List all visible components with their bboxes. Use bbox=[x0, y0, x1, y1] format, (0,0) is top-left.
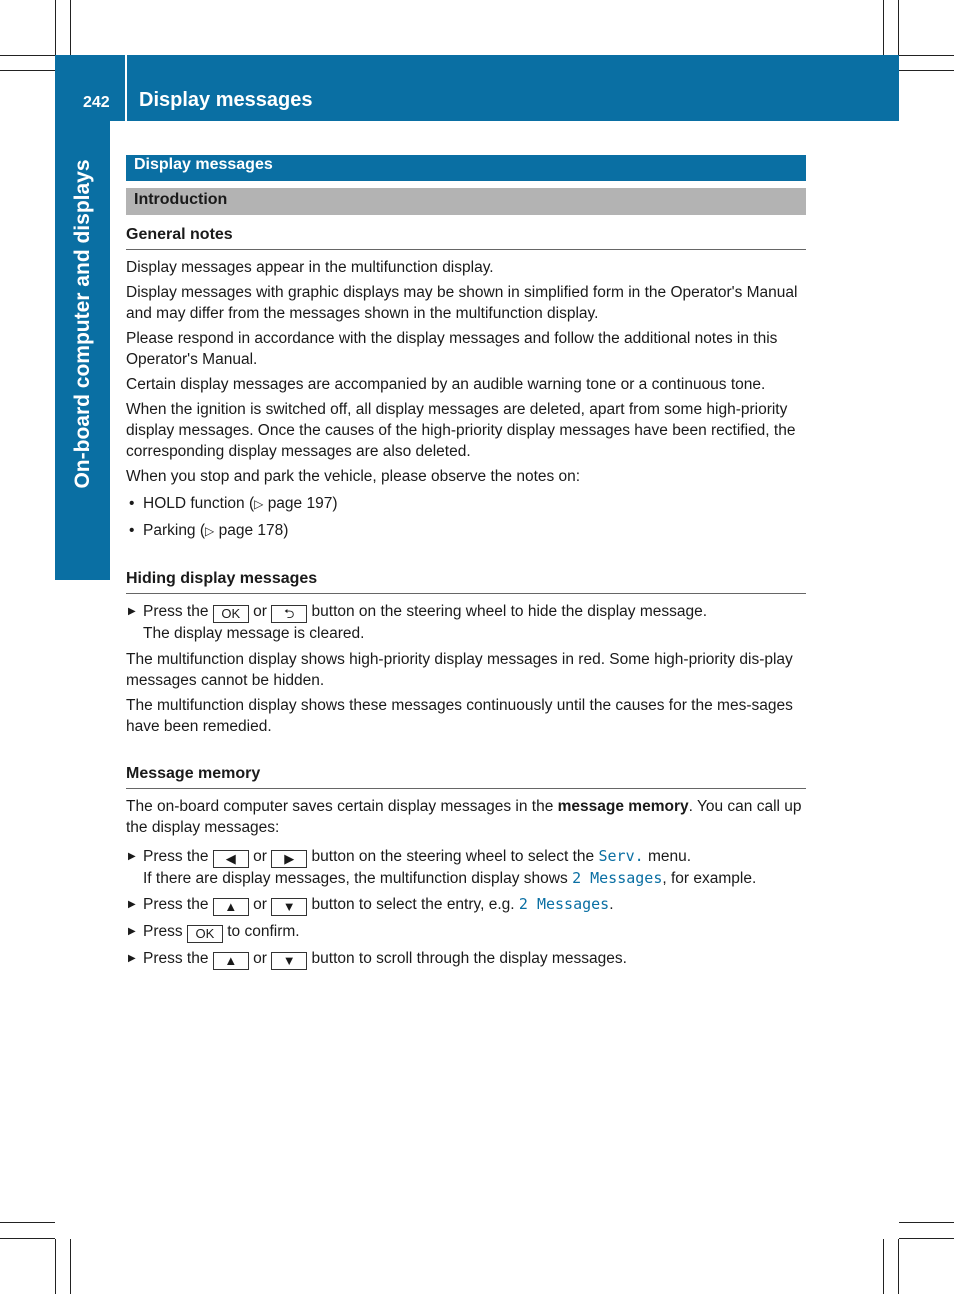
side-tab-label: On-board computer and displays bbox=[70, 158, 94, 489]
paragraph: When you stop and park the vehicle, please observe the notes on: bbox=[126, 468, 581, 485]
step-arrow-icon: ▶ bbox=[128, 926, 136, 937]
side-tab-label-wrap bbox=[55, 121, 110, 526]
step-text: Press the bbox=[143, 950, 209, 967]
page-number: 242 bbox=[83, 94, 110, 111]
intro-text: The on-board computer saves certain display messages in the bbox=[126, 798, 558, 815]
crop-mark bbox=[899, 1222, 954, 1223]
step-text: Press the bbox=[143, 603, 209, 620]
crop-mark bbox=[899, 55, 954, 56]
step-arrow-icon: ▶ bbox=[128, 851, 136, 862]
paragraph: When the ignition is switched off, all display messages are deleted, apart from some high-priority display messages. Once the causes of the high-priority display messages have been rectified, the corresponding display messages are also deleted. bbox=[126, 401, 796, 460]
crop-mark bbox=[55, 1239, 56, 1294]
list-item bbox=[126, 493, 806, 515]
instruction-step bbox=[126, 921, 806, 943]
page-ref-arrow-icon: ▷ bbox=[254, 497, 264, 511]
page-ref-link[interactable]: page 178) bbox=[218, 522, 289, 539]
right-key-icon: ▶ bbox=[271, 850, 307, 868]
step-text: menu. bbox=[647, 848, 692, 865]
step-text: or bbox=[253, 603, 267, 620]
step-text: Press the bbox=[143, 848, 209, 865]
up-key-icon: ▲ bbox=[213, 898, 249, 916]
subsection-title: Introduction bbox=[126, 188, 806, 215]
crop-mark bbox=[0, 70, 55, 71]
down-key-icon: ▼ bbox=[271, 952, 307, 970]
crop-mark bbox=[0, 1222, 55, 1223]
intro-bold: message memory bbox=[557, 798, 689, 815]
crop-mark bbox=[899, 1238, 954, 1239]
list-item-text: Parking ( bbox=[143, 522, 206, 539]
ok-key-icon: OK bbox=[187, 925, 223, 943]
memory-heading: Message memory bbox=[126, 763, 806, 789]
page-ref-arrow-icon: ▷ bbox=[205, 524, 215, 538]
step-result: , for example. bbox=[662, 870, 757, 887]
crop-mark bbox=[0, 55, 55, 56]
step-text: or bbox=[253, 950, 267, 967]
up-key-icon: ▲ bbox=[213, 952, 249, 970]
crop-mark bbox=[55, 0, 56, 55]
left-key-icon: ◀ bbox=[213, 850, 249, 868]
instruction-step bbox=[126, 846, 806, 889]
step-text: Press bbox=[143, 923, 183, 940]
step-text: button on the steering wheel to hide the display message. bbox=[311, 603, 708, 620]
notes-list bbox=[126, 493, 806, 542]
step-text: button to scroll through the display messages. bbox=[311, 950, 627, 967]
down-key-icon: ▼ bbox=[271, 898, 307, 916]
main-content bbox=[126, 224, 806, 975]
step-text: to confirm. bbox=[227, 923, 300, 940]
paragraph: The multifunction display shows these messages continuously until the causes for the mes-sages have been remedied. bbox=[126, 697, 793, 735]
step-result: The display message is cleared. bbox=[143, 625, 365, 642]
step-arrow-icon: ▶ bbox=[128, 953, 136, 964]
instruction-step bbox=[126, 948, 806, 970]
ok-key-icon: OK bbox=[213, 605, 249, 623]
list-item-text: HOLD function ( bbox=[143, 495, 255, 512]
crop-mark bbox=[898, 1239, 899, 1294]
crop-mark bbox=[899, 70, 954, 71]
instruction-step bbox=[126, 894, 806, 916]
back-key-icon: ⮌ bbox=[271, 605, 307, 623]
crop-mark bbox=[0, 1238, 55, 1239]
instruction-step bbox=[126, 601, 806, 644]
page-ref-link[interactable]: page 197) bbox=[267, 495, 338, 512]
step-text: or bbox=[253, 848, 267, 865]
step-arrow-icon: ▶ bbox=[128, 606, 136, 617]
list-item bbox=[126, 520, 806, 542]
hiding-heading: Hiding display messages bbox=[126, 568, 806, 594]
step-text: or bbox=[253, 896, 267, 913]
header-divider bbox=[125, 55, 127, 121]
memory-intro bbox=[126, 796, 806, 838]
crop-mark bbox=[898, 0, 899, 55]
paragraph: Display messages with graphic displays may be shown in simplified form in the Operator's Manual and may differ from the messages shown in the multifunction display. bbox=[126, 284, 798, 322]
paragraph: Certain display messages are accompanied by an audible warning tone or a continuous tone. bbox=[126, 376, 766, 393]
header-title: Display messages bbox=[139, 89, 313, 111]
display-text: 2 Messages bbox=[518, 895, 610, 913]
crop-mark bbox=[70, 0, 71, 55]
intro-text: . You can call up the display messages: bbox=[126, 798, 802, 836]
step-text: button on the steering wheel to select the bbox=[311, 848, 595, 865]
step-text: button to select the entry, e.g. bbox=[311, 896, 515, 913]
step-result: If there are display messages, the multifunction display shows bbox=[143, 870, 568, 887]
general-notes-heading: General notes bbox=[126, 224, 806, 250]
display-text: 2 Messages bbox=[572, 869, 663, 887]
crop-mark bbox=[70, 1239, 71, 1294]
paragraph: Please respond in accordance with the display messages and follow the additional notes in this Operator's Manual. bbox=[126, 330, 778, 368]
page-header bbox=[55, 55, 899, 121]
step-text: . bbox=[609, 896, 614, 913]
paragraph: Display messages appear in the multifunction display. bbox=[126, 259, 494, 276]
paragraph: The multifunction display shows high-priority display messages in red. Some high-priority dis-play messages cannot be hidden. bbox=[126, 651, 793, 689]
crop-mark bbox=[883, 1239, 884, 1294]
step-arrow-icon: ▶ bbox=[128, 899, 136, 910]
step-text: Press the bbox=[143, 896, 209, 913]
section-title: Display messages bbox=[126, 155, 806, 181]
display-text: Serv. bbox=[598, 847, 644, 865]
crop-mark bbox=[883, 0, 884, 55]
